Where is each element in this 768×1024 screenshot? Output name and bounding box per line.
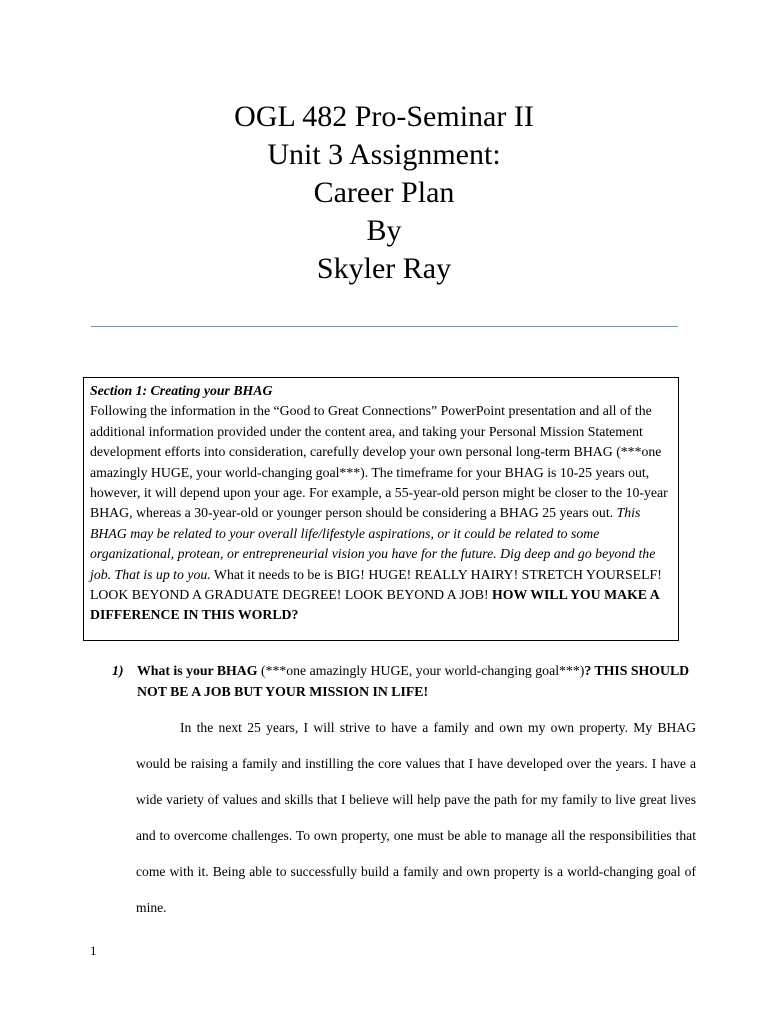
assignment-subtitle: Career Plan (313, 176, 455, 209)
question-regular: (***one amazingly HUGE, your world-changing goal***) (257, 663, 585, 678)
question-bold-end: ? THIS SHOULD NOT BE A JOB BUT YOUR MISSION IN LIFE! (137, 663, 690, 699)
section-instructions (90, 401, 672, 625)
question-text (137, 660, 692, 702)
instructions-text-1: Following the information in the “Good to Great Connections” PowerPoint presentation and all of the additional information provided under the content area, and taking your Personal Mission Statement development efforts into consideration, carefully develop your own personal long-term BHAG (***one amazingly HUGE, your world-changing goal***). The timeframe for your BHAG is 10-25 years out, however, it will depend upon your age. For example, a 55-year-old person might be closer to the 10-year BHAG, whereas a 30-year-old or younger person should be considering a BHAG 25 years out. (90, 403, 668, 521)
by-label: By (366, 214, 402, 247)
instructions-italic-text: This BHAG may be related to your overall life/lifestyle aspirations, or it could be related to some organizational, protean, or entrepreneurial vision you have for the future. Dig deep and go beyond the job. That is up to you. (90, 505, 656, 582)
section-heading: Section 1: Creating your BHAG (90, 383, 273, 398)
assignment-title: Unit 3 Assignment: (267, 138, 501, 171)
course-title: OGL 482 Pro-Seminar II (234, 100, 534, 133)
question-bold-start: What is your BHAG (137, 663, 258, 678)
answer-paragraph: In the next 25 years, I will strive to have a family and own my own property. My BHAG would be raising a family and instilling the core values that I have developed over the years. I have a wide variety of values and skills that I believe will help pave the path for my family to live great lives and to overcome challenges. To own property, one must be able to manage all the responsibilities that come with it. Being able to successfully build a family and own property is a world-changing goal of mine. (136, 720, 696, 915)
instructions-text-2: What it needs to be is BIG! HUGE! REALLY HAIRY! STRETCH YOURSELF! LOOK BEYOND A GRADUATE DEGREE! LOOK BEYOND A JOB! (90, 566, 662, 603)
page-number: 1 (90, 943, 97, 958)
instructions-bold-text: HOW WILL YOU MAKE A DIFFERENCE IN THIS WORLD? (90, 587, 659, 623)
section-1-box (83, 377, 679, 641)
question-1 (112, 660, 692, 702)
title-block (0, 98, 768, 288)
title-divider (91, 326, 678, 327)
author-name: Skyler Ray (316, 252, 452, 285)
question-number: 1) (112, 663, 124, 678)
